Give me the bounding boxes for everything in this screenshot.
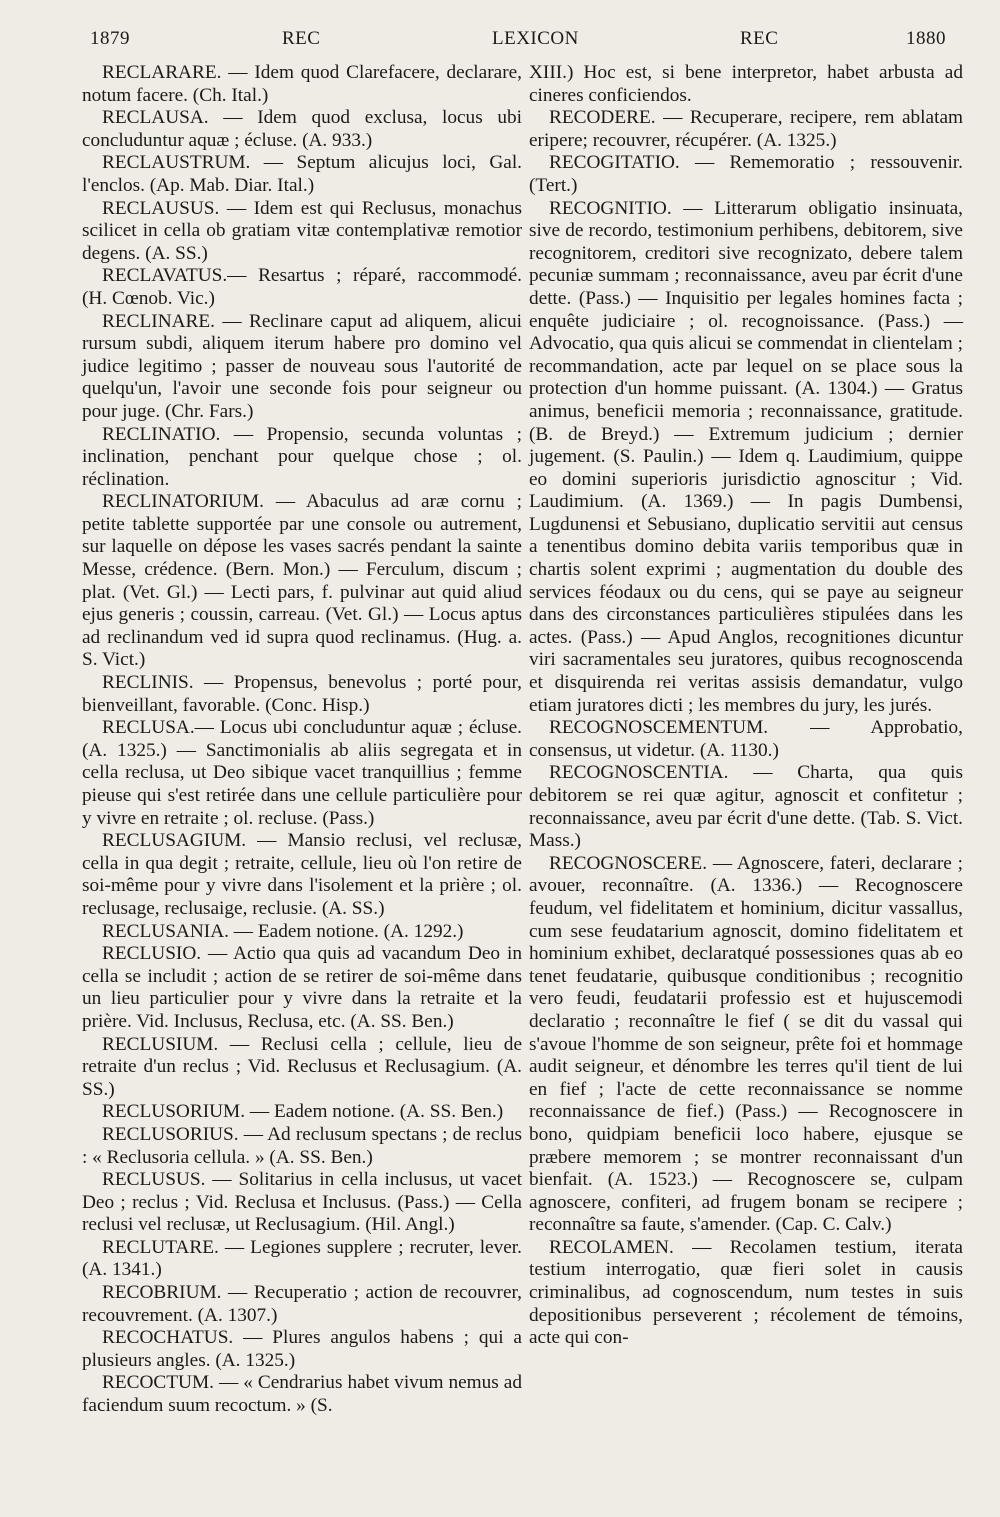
entry: RECLUSIUM. — Reclusi cella ; cellule, lieu de retraite d'un reclus ; Vid. Reclusus et Reclusagium. (A. SS.) (82, 1033, 522, 1100)
entry: RECLUSANIA. — Eadem notione. (A. 1292.) (102, 920, 464, 942)
entry: RECODERE. — Recuperare, recipere, rem ablatam eripere; recouvrer, récupérer. (A. 1325.) (529, 107, 963, 151)
entry: RECOGNOSCERE. — Agnoscere, fateri, declarare ; avouer, reconnaître. (A. 1336.) — Recognoscere feudum, vel fidelitatem et hominium, dicitur vassallus, cum sese feudatarium agnoscit, domino fidelitatem et hominium exhibet, declaratqué possessiones quas ab eo tenet feudatarie, quibusque conditionibus ; recognitio vero feudi, feudatarii professio est et hujuscemodi declaratio ; reconnaître le fief ( se dit du vassal qui s'avoue l'homme de son seigneur, prête foi et hommage audit seigneur, et dénombre les terres qu'il tient de lui en fief ; l'acte de cette reconnaissance se nomme reconnaissance de fief.) (Pass.) — Recognoscere in bono, quidpiam beneficii loco habere, ejusque se præbere memorem ; se montrer reconnaissant d'un bienfait. (A. 1523.) — Recognoscere se, culpam agnoscere, confiteri, ad frugem bonam se recipere ; reconnaître sa faute, s'amender. (Cap. C. Calv.) (529, 852, 963, 1236)
entry: RECOGNOSCENTIA. — Charta, qua quis debitorem se rei quæ agitur, agnoscit et confitetur ; reconnaissance, aveu par écrit d'une dette. (Tab. S. Vict. Mass.) (529, 762, 963, 852)
right-running-head: REC (740, 28, 779, 49)
left-running-head: REC (282, 28, 321, 49)
entry: RECOGNOSCEMENTUM. — Approbatio, consensus, ut videtur. (A. 1130.) (529, 717, 963, 761)
entry: RECLAUSUS. — Idem est qui Reclusus, monachus scilicet in cella ob gratiam vitæ contemplativæ remotior degens. (A. SS.) (82, 197, 522, 264)
entry: RECOCTUM. — « Cendrarius habet vivum nemus ad faciendum suum recoctum. » (S. (82, 1372, 522, 1417)
entry: RECLUSIO. — Actio qua quis ad vacandum Deo in cella se includit ; action de se retirer de soi-même dans un lieu particulier pour y vivre dans la retraite et la prière. Vid. Inclusus, Reclusa, etc. (A. SS. Ben.) (82, 943, 522, 1032)
entry: RECOLAMEN. — Recolamen testium, iterata testium interrogatio, quæ fieri solet in causis criminalibus, ad cognoscendum, num testes in suis depositionibus perseverent ; récolement de témoins, acte qui con- (529, 1236, 963, 1349)
entry: RECLUSORIUM. — Eadem notione. (A. SS. Ben.) (102, 1101, 504, 1123)
entry: RECLINARE. — Reclinare caput ad aliquem, alicui rursum subdi, aliquem iterum habere pro domino vel judice legitimo ; passer de nouveau sous l'autorité de quelqu'un, l'avoir une seconde fois pour seigneur ou pour juge. (Chr. Fars.) (82, 310, 522, 422)
page-title: LEXICON (492, 28, 579, 49)
entry: RECOCHATUS. — Plures angulos habens ; qui a plusieurs angles. (A. 1325.) (82, 1327, 522, 1371)
entry: RECLINATIO. — Propensio, secunda voluntas ; inclination, penchant pour quelque chose ; ol. réclination. (82, 423, 522, 490)
entry: RECOBRIUM. — Recuperatio ; action de recouvrer, recouvrement. (A. 1307.) (82, 1282, 522, 1326)
entry: RECLUSUS. — Solitarius in cella inclusus, ut vacet Deo ; reclus ; Vid. Reclusa et Inclusus. (Pass.) — Cella reclusi vel reclusæ, ut Reclusagium. (Hil. Angl.) (82, 1169, 522, 1236)
entry: RECLINATORIUM. — Abaculus ad aræ cornu ; petite tablette supportée par une console ou autrement, sur laquelle on dépose les vases sacrés pendant la sainte Messe, crédence. (Bern. Mon.) — Ferculum, discum ; plat. (Vet. Gl.) — Lecti pars, f. pulvinar aut quid aliud ejus generis ; coussin, carreau. (Vet. Gl.) — Locus aptus ad reclinandum ved id supra quod reclinamus. (Hug. a. S. Vict.) (82, 491, 522, 671)
right-page-number: 1880 (906, 28, 946, 49)
entry: XIII.) Hoc est, si bene interpretor, habet arbusta ad cineres conficiendos. (529, 62, 963, 106)
entry: RECLAUSTRUM. — Septum alicujus loci, Gal. l'enclos. (Ap. Mab. Diar. Ital.) (82, 152, 522, 196)
entry: RECLINIS. — Propensus, benevolus ; porté pour, bienveillant, favorable. (Conc. Hisp.) (82, 672, 522, 716)
right-column (529, 62, 963, 1350)
entry: RECLUSORIUS. — Ad reclusum spectans ; de reclus : « Reclusoria cellula. » (A. SS. Ben.) (82, 1123, 522, 1168)
entry: RECOGNITIO. — Litterarum obligatio insinuata, sive de recordo, testimonium perhibens, debitorem, sive recognitorem, creditori sive recognizato, debere talem pecuniæ summam ; reconnaissance, aveu par écrit d'une dette. (Pass.) — Inquisitio per legales homines facta ; enquête judiciaire ; ol. recognoissance. (Pass.) — Advocatio, qua quis alicui se commendat in clientelam ; recommandation, acte par lequel on se place sous la protection d'un homme puissant. (A. 1304.) — Gratus animus, beneficii memoria ; reconnaissance, gratitude. (B. de Breyd.) — Extremum judicium ; dernier jugement. (S. Paulin.) — Idem q. Laudimium, quippe eo domini superioris jurisdictio agnoscitur ; Vid. Laudimium. (A. 1369.) — In pagis Dumbensi, Lugdunensi et Sebusiano, duplicatio servitii aut census a tenentibus domino debita variis temporibus quæ in chartis solent exprimi ; augmentation du double des services féodaux ou du cens, qui se paye au seigneur dans des circonstances particulières stipulées dans les actes. (Pass.) — Apud Anglos, recognitiones dicuntur viri sacramentales seu juratores, quibus recognoscenda et disquirenda rei veritas assisis demandatur, vulgo etiam juratores dicti ; les membres du jury, les jurés. (529, 197, 963, 716)
entry: RECLAVATUS.— Resartus ; réparé, raccommodé. (H. Cœnob. Vic.) (82, 265, 522, 309)
entry: RECLARARE. — Idem quod Clarefacere, declarare, notum facere. (Ch. Ital.) (82, 62, 522, 106)
entry: RECOGITATIO. — Rememoratio ; ressouvenir. (Tert.) (529, 152, 963, 196)
left-page-number: 1879 (90, 28, 130, 49)
left-column (82, 62, 522, 1418)
entry: RECLUSA.— Locus ubi concluduntur aquæ ; écluse. (A. 1325.) — Sanctimonialis ab aliis segregata et in cella reclusa, ut Deo sibique vacet tranquillius ; femme pieuse qui s'est retirée dans une cellule particulière pour y vivre en retraite ; ol. recluse. (Pass.) (82, 717, 522, 829)
entry: RECLAUSA. — Idem quod exclusa, locus ubi concluduntur aquæ ; écluse. (A. 933.) (82, 107, 522, 151)
entry: RECLUTARE. — Legiones supplere ; recruter, lever. (A. 1341.) (82, 1236, 522, 1281)
entry: RECLUSAGIUM. — Mansio reclusi, vel reclusæ, cella in qua degit ; retraite, cellule, lieu où l'on retire de soi-même pour y vivre dans l'isolement et la prière ; ol. reclusage, reclusaige, reclusie. (A. SS.) (82, 830, 522, 919)
